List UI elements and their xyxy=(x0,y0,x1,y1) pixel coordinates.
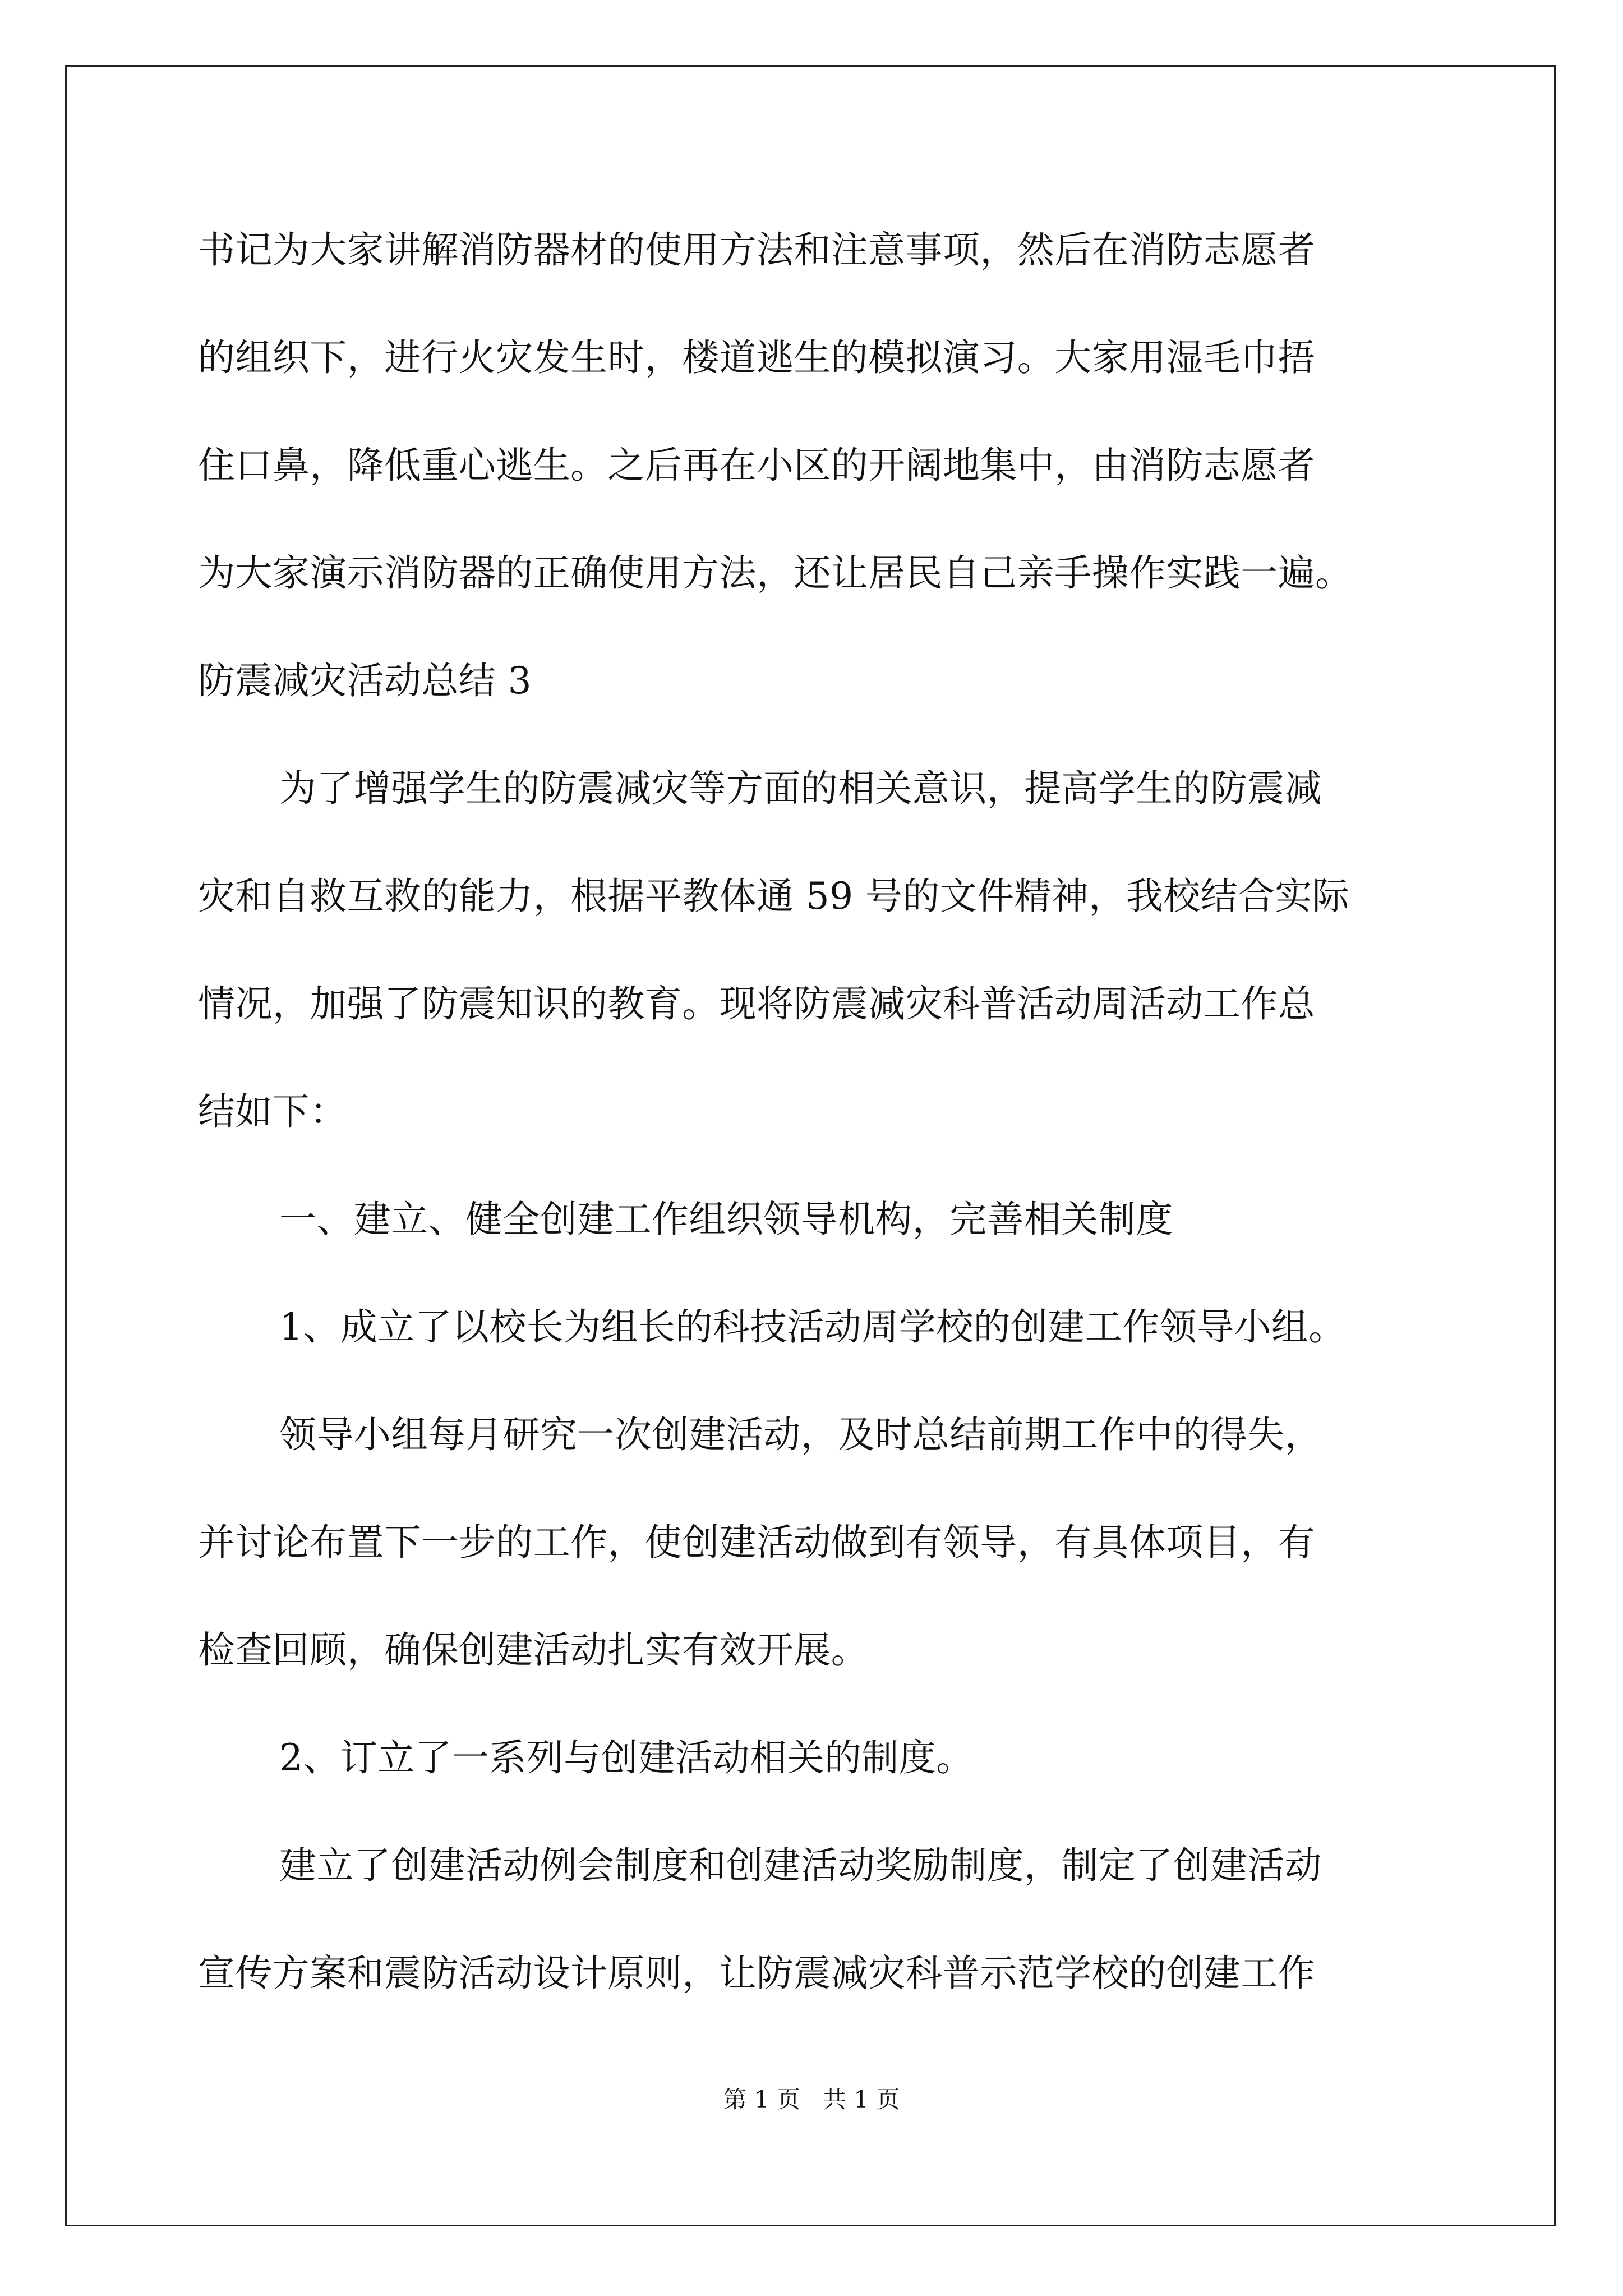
body-text-line: 住口鼻，降低重心逃生。之后再在小区的开阔地集中，由消防志愿者 xyxy=(198,444,1315,487)
body-text-line: 宣传方案和震防活动设计原则，让防震减灾科普示范学校的创建工作 xyxy=(198,1952,1315,1995)
body-text-line: 并讨论布置下一步的工作，使创建活动做到有领导，有具体项目，有 xyxy=(198,1521,1315,1564)
subheading-line: 一、建立、健全创建工作组织领导机构，完善相关制度 xyxy=(279,1198,1173,1241)
body-text-line: 为大家演示消防器的正确使用方法，还让居民自己亲手操作实践一遍。 xyxy=(198,551,1353,595)
page-border xyxy=(65,65,1556,2226)
body-text-line: 的组织下，进行火灾发生时，楼道逃生的模拟演习。大家用湿毛巾捂 xyxy=(198,336,1315,379)
page-footer: 第 1 页 共 1 页 xyxy=(723,2086,900,2113)
body-text-line: 检查回顾，确保创建活动扎实有效开展。 xyxy=(198,1628,869,1672)
body-text-line: 为了增强学生的防震减灾等方面的相关意识，提高学生的防震减 xyxy=(279,767,1322,810)
body-text-line: 书记为大家讲解消防器材的使用方法和注意事项，然后在消防志愿者 xyxy=(198,228,1315,272)
section-heading: 防震减灾活动总结 3 xyxy=(198,659,532,702)
body-text-line: 建立了创建活动例会制度和创建活动奖励制度，制定了创建活动 xyxy=(279,1844,1322,1887)
body-text-line: 领导小组每月研究一次创建活动，及时总结前期工作中的得失， xyxy=(279,1413,1322,1456)
body-text-line: 情况，加强了防震知识的教育。现将防震减灾科普活动周活动工作总 xyxy=(198,982,1315,1025)
body-text-line: 结如下： xyxy=(198,1090,347,1133)
body-text-line: 灾和自救互救的能力，根据平教体通 59 号的文件精神，我校结合实际 xyxy=(198,875,1350,918)
body-text-line: 2、订立了一系列与创建活动相关的制度。 xyxy=(279,1736,974,1779)
body-text-line: 1、成立了以校长为组长的科技活动周学校的创建工作领导小组。 xyxy=(279,1305,1346,1349)
